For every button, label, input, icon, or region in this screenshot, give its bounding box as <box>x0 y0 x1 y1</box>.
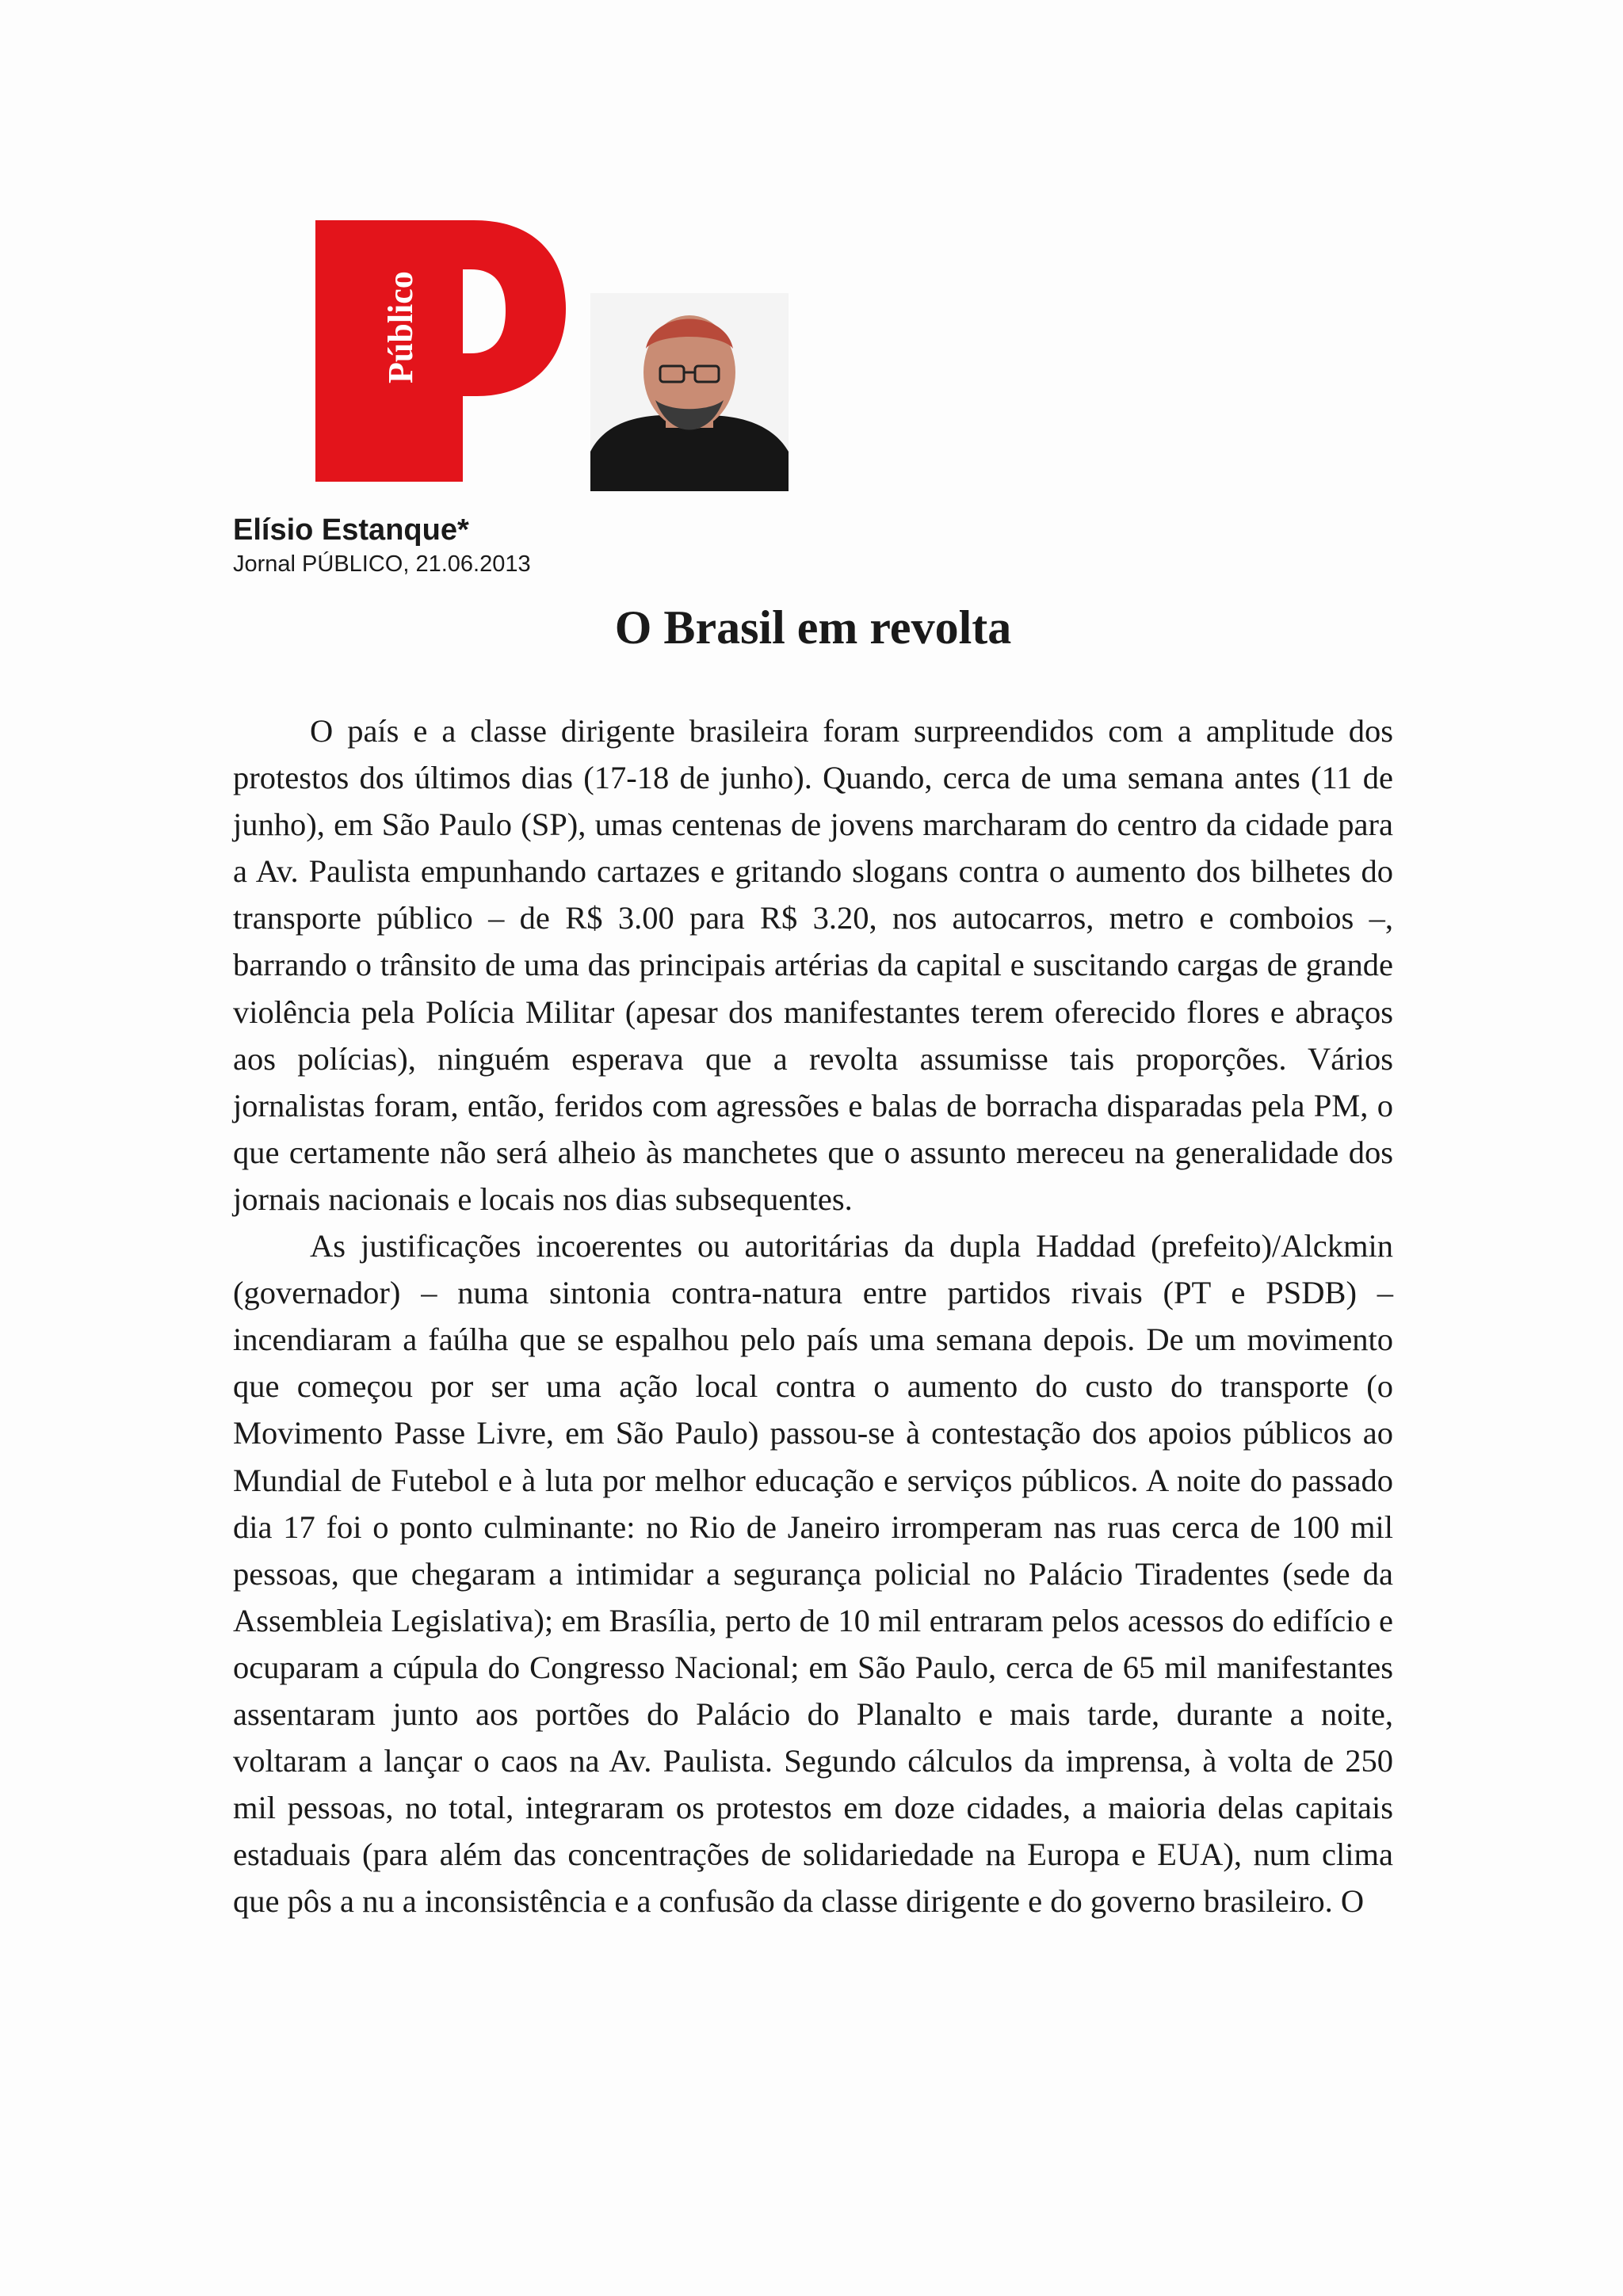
paragraph-1: O país e a classe dirigente brasileira foram surpreendidos com a amplitude dos protestos dos últimos dias (17-18 de junho). Quando, cerca de uma semana antes (11 de junho), em São Paulo (SP), umas centenas de jovens marcharam do centro da cidade para a Av. Paulista empunhando cartazes e gritando slogans contra o aumento dos bilhetes do transporte público – de R$ 3.00 para R$ 3.20, nos autocarros, metro e comboios –, barrando o trânsito de uma das principais artérias da capital e suscitando cargas de grande violência pela Polícia Militar (apesar dos manifestantes terem oferecido flores e abraços aos polícias), ninguém esperava que a revolta assumisse tais proporções. Vários jornalistas foram, então, feridos com agressões e balas de borracha disparadas pela PM, o que certamente não será alheio às manchetes que o assunto mereceu na generalidade dos jornais nacionais e locais nos dias subsequentes. <box>233 713 1393 1217</box>
logo-wordmark: Público <box>381 271 420 383</box>
article-body <box>233 707 1393 1924</box>
source-line: Jornal PÚBLICO, 21.06.2013 <box>233 551 531 577</box>
author-portrait <box>590 293 789 491</box>
author-name: Elísio Estanque* <box>233 513 469 547</box>
article-headline: O Brasil em revolta <box>614 601 1012 654</box>
publico-logo <box>315 220 566 482</box>
paragraph-2: As justificações incoerentes ou autoritárias da dupla Haddad (prefeito)/Alckmin (governador) – numa sintonia contra-natura entre partidos rivais (PT e PSDB) – incendiaram a faúlha que se espalhou pelo país uma semana depois. De um movimento que começou por ser uma ação local contra o aumento do custo do transporte (o Movimento Passe Livre, em São Paulo) passou-se à contestação dos apoios públicos ao Mundial de Futebol e à luta por melhor educação e serviços públicos. A noite do passado dia 17 foi o ponto culminante: no Rio de Janeiro irromperam nas ruas cerca de 100 mil pessoas, que chegaram a intimidar a segurança policial no Palácio Tiradentes (sede da Assembleia Legislativa); em Brasília, perto de 10 mil entraram pelos acessos do edifício e ocuparam a cúpula do Congresso Nacional; em São Paulo, cerca de 65 mil manifestantes assentaram junto aos portões do Palácio do Planalto e mais tarde, durante a noite, voltaram a lançar o caos na Av. Paulista. Segundo cálculos da imprensa, à volta de 250 mil pessoas, no total, integraram os protestos em doze cidades, a maioria delas capitais estaduais (para além das concentrações de solidariedade na Europa e EUA), num clima que pôs a nu a inconsistência e a confusão da classe dirigente e do governo brasileiro. O <box>233 1228 1393 1920</box>
logo-p-shape <box>315 220 566 482</box>
